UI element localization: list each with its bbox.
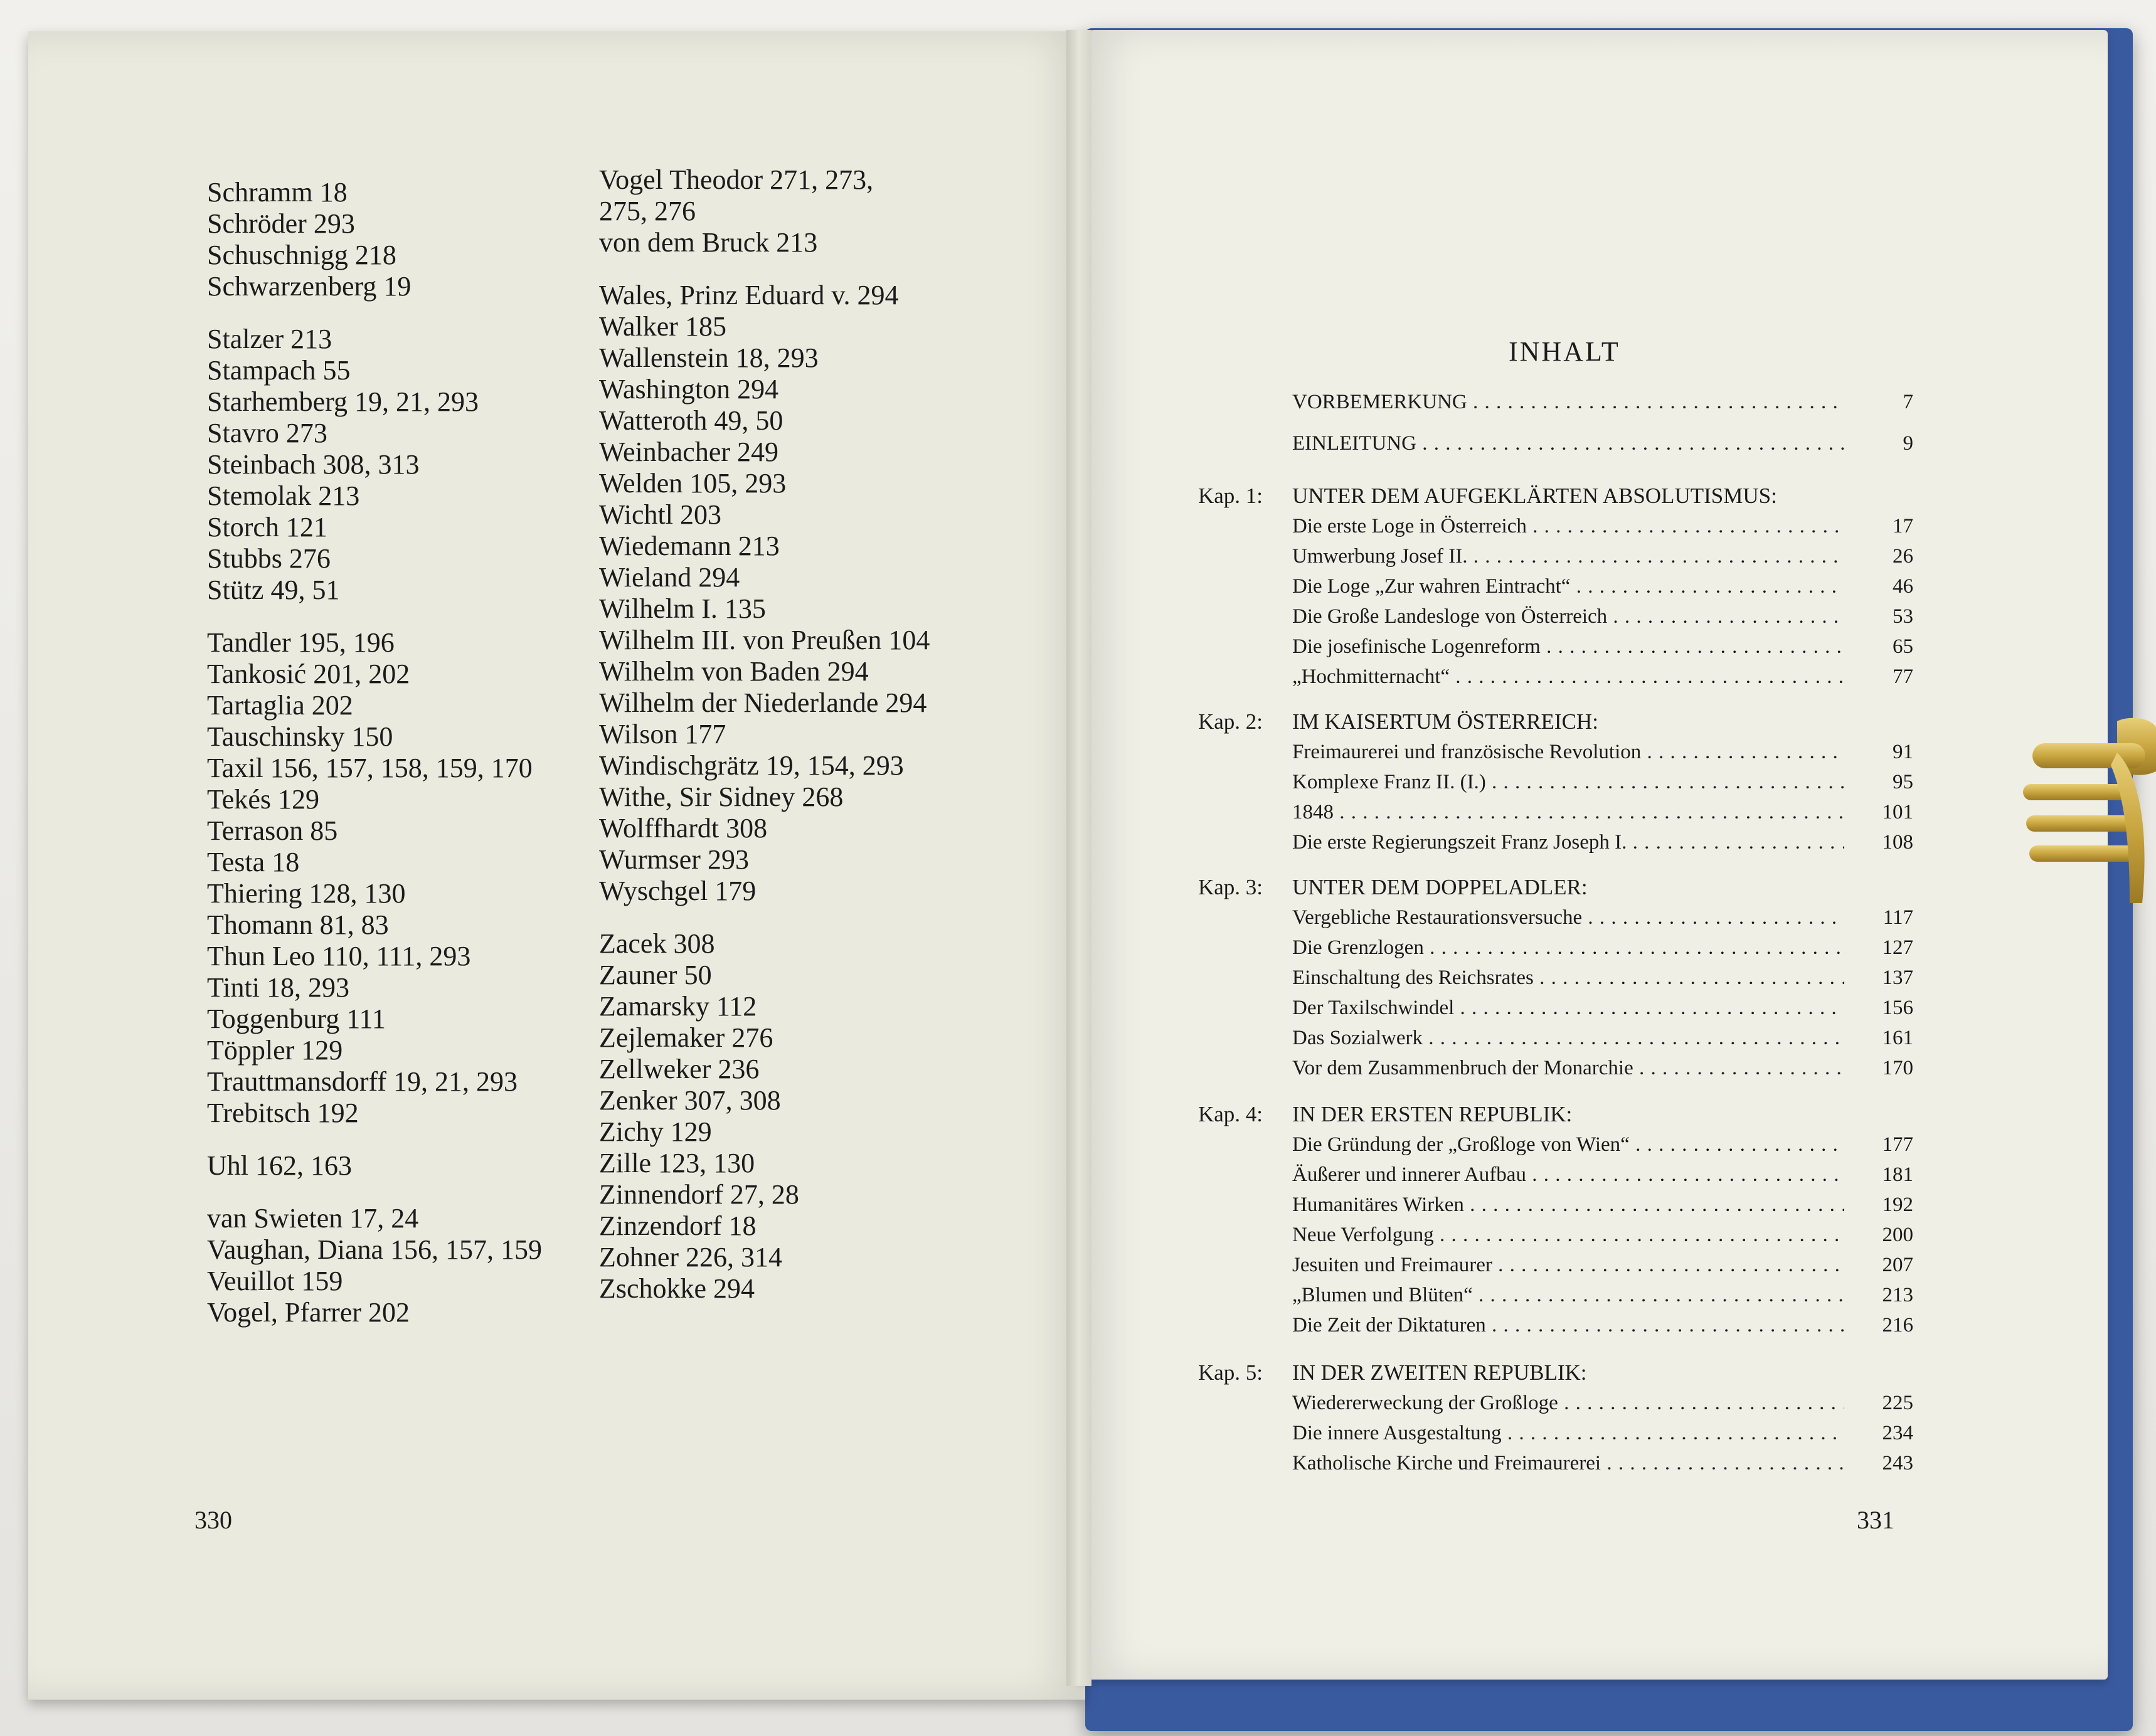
toc-entry — [1198, 1158, 1913, 1191]
index-entry: Zenker 307, 308 — [599, 1085, 781, 1116]
toc-entry-title: „Blumen und Blüten“ . . . — [1292, 1279, 1844, 1311]
toc-entry-title: Katholische Kirche und Freimaurerei . . . — [1292, 1447, 1844, 1479]
index-entry: Tandler 195, 196 — [207, 627, 395, 658]
toc-entry — [1198, 961, 1913, 994]
index-entry: Vaughan, Diana 156, 157, 159 — [207, 1234, 543, 1265]
index-entry: Testa 18 — [207, 847, 300, 877]
index-entry: Tauschinsky 150 — [207, 721, 393, 752]
index-entry: Zacek 308 — [599, 928, 715, 959]
toc-page-number: 95 — [1851, 766, 1913, 798]
toc-entry — [1198, 1052, 1913, 1084]
toc-chapter-label: Kap. 1: — [1198, 484, 1263, 508]
index-entry: Wieland 294 — [599, 562, 740, 593]
toc-page-number: 170 — [1851, 1052, 1913, 1084]
toc-entry-title: UNTER DEM DOPPELADLER: — [1292, 875, 1588, 899]
toc-entry-title: IM KAISERTUM ÖSTERREICH: — [1292, 709, 1598, 734]
index-entry: Storch 121 — [207, 512, 327, 542]
toc-entry-title: Neue Verfolgung . . . — [1292, 1219, 1844, 1251]
toc-page-number: 192 — [1851, 1188, 1913, 1221]
toc-page-number: 17 — [1851, 510, 1913, 542]
toc-entry-title: IN DER ERSTEN REPUBLIK: — [1292, 1102, 1573, 1126]
index-entry: Zauner 50 — [599, 960, 712, 990]
toc-entry-title: Die erste Loge in Österreich . . . — [1292, 510, 1844, 542]
index-entry: Watteroth 49, 50 — [599, 405, 783, 436]
toc-entry — [1198, 570, 1913, 603]
index-entry: Zinnendorf 27, 28 — [599, 1179, 799, 1210]
toc-page-number: 9 — [1851, 427, 1913, 460]
toc-entry-title: Das Sozialwerk . . . — [1292, 1022, 1844, 1054]
toc-entry — [1198, 1249, 1913, 1281]
index-entry: Thiering 128, 130 — [207, 878, 406, 909]
toc-entry — [1198, 660, 1913, 693]
toc-entry-title: „Hochmitternacht“ . . . — [1292, 660, 1844, 693]
index-entry: Tinti 18, 293 — [207, 972, 350, 1003]
toc-chapter-heading — [1198, 706, 1913, 738]
toc-entry-title: Die Gründung der „Großloge von Wien“ . . . — [1292, 1128, 1844, 1161]
toc-entry — [1198, 1417, 1913, 1449]
toc-entry-title: UNTER DEM AUFGEKLÄRTEN ABSOLUTISMUS: — [1292, 484, 1777, 508]
toc-chapter-heading — [1198, 1357, 1913, 1389]
toc-entry-title: Die josefinische Logenreform . . . — [1292, 630, 1844, 663]
index-entry: Uhl 162, 163 — [207, 1150, 352, 1181]
index-entry: Stalzer 213 — [207, 324, 332, 354]
index-entry: Zschokke 294 — [599, 1273, 755, 1304]
toc-page-number: 234 — [1851, 1417, 1913, 1449]
left-page-number: 330 — [194, 1506, 232, 1534]
index-entry: Welden 105, 293 — [599, 468, 787, 499]
toc-entry-title: Die Große Landesloge von Österreich . . . — [1292, 600, 1844, 633]
toc-entry — [1198, 600, 1913, 633]
index-entry: Zellweker 236 — [599, 1054, 760, 1084]
toc-entry-title: Umwerbung Josef II. . . . — [1292, 540, 1844, 573]
toc-entry-title: EINLEITUNG . . . — [1292, 427, 1844, 460]
toc-page-number: 127 — [1851, 931, 1913, 964]
toc-entry-title: 1848 . . . — [1292, 796, 1844, 828]
index-column-1 — [207, 177, 542, 1328]
index-entry: 275, 276 — [599, 196, 696, 226]
index-entry: Weinbacher 249 — [599, 437, 778, 467]
toc-entry-title: Vor dem Zusammenbruch der Monarchie . . . — [1292, 1052, 1844, 1084]
index-entry: Schramm 18 — [207, 177, 348, 208]
index-entry: Schuschnigg 218 — [207, 240, 396, 270]
index-entry: Wallenstein 18, 293 — [599, 342, 819, 373]
index-entry: Vogel, Pfarrer 202 — [207, 1297, 410, 1328]
index-entry: Wyschgel 179 — [599, 876, 757, 906]
index-group-gap — [207, 1129, 542, 1150]
toc-entry — [1198, 1128, 1913, 1161]
index-entry: Trebitsch 192 — [207, 1098, 359, 1128]
toc-entry — [1198, 1279, 1913, 1311]
index-entry: Toggenburg 111 — [207, 1003, 386, 1034]
index-group-gap — [599, 907, 930, 928]
toc-page-number: 156 — [1851, 992, 1913, 1024]
toc-entry — [1198, 766, 1913, 798]
index-entry: Tekés 129 — [207, 784, 319, 815]
toc-chapter-heading — [1198, 871, 1913, 904]
index-entry: Terrason 85 — [207, 815, 338, 846]
toc-entry — [1198, 1309, 1913, 1342]
toc-entry — [1198, 510, 1913, 542]
index-entry: Zinzendorf 18 — [599, 1210, 757, 1241]
index-group-gap — [599, 258, 930, 280]
toc-page-number: 65 — [1851, 630, 1913, 663]
toc-page-number: 53 — [1851, 600, 1913, 633]
toc-entry — [1198, 1219, 1913, 1251]
toc-entry-title: Die Loge „Zur wahren Eintracht“ . . . — [1292, 570, 1844, 603]
bookmark-clip-icon — [2023, 715, 2156, 903]
index-entry: Washington 294 — [599, 374, 779, 405]
index-entry: Vogel Theodor 271, 273, — [599, 164, 874, 195]
toc-page-number: 177 — [1851, 1128, 1913, 1161]
index-entry: Stütz 49, 51 — [207, 574, 340, 605]
toc-chapter-label: Kap. 2: — [1198, 709, 1263, 734]
toc-entry — [1198, 901, 1913, 934]
toc-chapter-label: Kap. 5: — [1198, 1360, 1263, 1385]
toc-page-number: 207 — [1851, 1249, 1913, 1281]
toc-entry-title: Die erste Regierungszeit Franz Joseph I. . . . — [1292, 826, 1844, 859]
toc-page-number: 7 — [1851, 386, 1913, 418]
index-entry: Wurmser 293 — [599, 844, 749, 875]
toc-entry — [1198, 540, 1913, 573]
index-entry: Wilhelm I. 135 — [599, 593, 766, 624]
toc-entry-title: Freimaurerei und französische Revolution . . . — [1292, 736, 1844, 768]
toc-page-number: 200 — [1851, 1219, 1913, 1251]
toc-entry — [1198, 931, 1913, 964]
toc-page-number: 216 — [1851, 1309, 1913, 1342]
index-entry: Taxil 156, 157, 158, 159, 170 — [207, 753, 533, 783]
toc-entry-title: Wiedererweckung der Großloge . . . — [1292, 1387, 1844, 1419]
index-column-2 — [599, 164, 930, 1305]
index-entry: Schwarzenberg 19 — [207, 271, 412, 302]
index-entry: Wales, Prinz Eduard v. 294 — [599, 280, 899, 310]
index-entry: Zamarsky 112 — [599, 991, 757, 1022]
index-entry: Wilhelm der Niederlande 294 — [599, 687, 927, 718]
toc-entry — [1198, 992, 1913, 1024]
toc-entry — [1198, 736, 1913, 768]
toc-entry-title: IN DER ZWEITEN REPUBLIK: — [1292, 1360, 1587, 1385]
toc-entry — [1198, 1188, 1913, 1221]
toc-entry — [1198, 1447, 1913, 1479]
index-entry: Tankosić 201, 202 — [207, 659, 410, 689]
toc-entry — [1198, 427, 1913, 460]
index-entry: Stavro 273 — [207, 418, 327, 448]
index-entry: Thun Leo 110, 111, 293 — [207, 941, 471, 971]
toc-page-number: 117 — [1851, 901, 1913, 934]
toc-entry — [1198, 796, 1913, 828]
index-group-gap — [207, 302, 542, 324]
toc-entry-title: Äußerer und innerer Aufbau . . . — [1292, 1158, 1844, 1191]
toc-page-number: 91 — [1851, 736, 1913, 768]
toc-page-number: 137 — [1851, 961, 1913, 994]
index-entry: Töppler 129 — [207, 1035, 343, 1066]
index-entry: von dem Bruck 213 — [599, 227, 818, 258]
toc-page-number: 26 — [1851, 540, 1913, 573]
index-entry: Schröder 293 — [207, 208, 355, 239]
index-entry: Windischgrätz 19, 154, 293 — [599, 750, 904, 781]
toc-chapter-heading — [1198, 1098, 1913, 1131]
toc-chapter-heading — [1198, 480, 1913, 512]
toc-entry-title: VORBEMERKUNG . . . — [1292, 386, 1844, 418]
toc-entry — [1198, 386, 1913, 418]
index-entry: Steinbach 308, 313 — [207, 449, 420, 480]
toc-chapter-label: Kap. 4: — [1198, 1102, 1263, 1126]
toc-page-number: 101 — [1851, 796, 1913, 828]
toc-entry-title: Die innere Ausgestaltung . . . — [1292, 1417, 1844, 1449]
toc-entry-title: Jesuiten und Freimaurer . . . — [1292, 1249, 1844, 1281]
index-entry: Wiedemann 213 — [599, 531, 780, 561]
toc-entry — [1198, 826, 1913, 859]
toc-entry — [1198, 1022, 1913, 1054]
toc-page-number: 243 — [1851, 1447, 1913, 1479]
index-group-gap — [207, 606, 542, 627]
toc-chapter-label: Kap. 3: — [1198, 875, 1263, 899]
toc-page-number: 77 — [1851, 660, 1913, 693]
index-entry: Wilhelm III. von Preußen 104 — [599, 625, 930, 655]
toc-entry — [1198, 1387, 1913, 1419]
toc-title: INHALT — [1509, 336, 1620, 367]
right-page-number: 331 — [1857, 1506, 1894, 1534]
index-entry: Zohner 226, 314 — [599, 1242, 783, 1273]
toc-entry-title: Die Zeit der Diktaturen . . . — [1292, 1309, 1844, 1342]
index-entry: Thomann 81, 83 — [207, 909, 389, 940]
index-entry: van Swieten 17, 24 — [207, 1203, 419, 1234]
book-gutter — [1066, 30, 1091, 1686]
toc-entry-title: Der Taxilschwindel . . . — [1292, 992, 1844, 1024]
index-entry: Stemolak 213 — [207, 480, 360, 511]
toc-entry-title: Einschaltung des Reichsrates . . . — [1292, 961, 1844, 994]
toc-entry-title: Die Grenzlogen . . . — [1292, 931, 1844, 964]
index-group-gap — [207, 1182, 542, 1203]
toc-page-number: 181 — [1851, 1158, 1913, 1191]
index-entry: Walker 185 — [599, 311, 726, 342]
index-entry: Trauttmansdorff 19, 21, 293 — [207, 1066, 518, 1097]
index-entry: Stampach 55 — [207, 355, 351, 386]
toc-entry — [1198, 630, 1913, 663]
index-entry: Starhemberg 19, 21, 293 — [207, 386, 479, 417]
index-entry: Wichtl 203 — [599, 499, 721, 530]
toc-page-number: 225 — [1851, 1387, 1913, 1419]
index-entry: Zille 123, 130 — [599, 1148, 755, 1178]
toc-entry-title: Komplexe Franz II. (I.) . . . — [1292, 766, 1844, 798]
toc-page-number: 213 — [1851, 1279, 1913, 1311]
toc-entry-title: Vergebliche Restaurationsversuche . . . — [1292, 901, 1844, 934]
index-entry: Zichy 129 — [599, 1116, 712, 1147]
toc-page-number: 46 — [1851, 570, 1913, 603]
index-entry: Stubbs 276 — [207, 543, 331, 574]
index-entry: Withe, Sir Sidney 268 — [599, 781, 844, 812]
index-entry: Tartaglia 202 — [207, 690, 353, 721]
index-entry: Wilson 177 — [599, 719, 726, 749]
toc-entry-title: Humanitäres Wirken . . . — [1292, 1188, 1844, 1221]
index-entry: Wolffhardt 308 — [599, 813, 768, 844]
toc-page-number: 161 — [1851, 1022, 1913, 1054]
toc-page-number: 108 — [1851, 826, 1913, 859]
index-entry: Wilhelm von Baden 294 — [599, 656, 869, 687]
index-entry: Veuillot 159 — [207, 1266, 343, 1296]
index-entry: Zejlemaker 276 — [599, 1022, 773, 1053]
